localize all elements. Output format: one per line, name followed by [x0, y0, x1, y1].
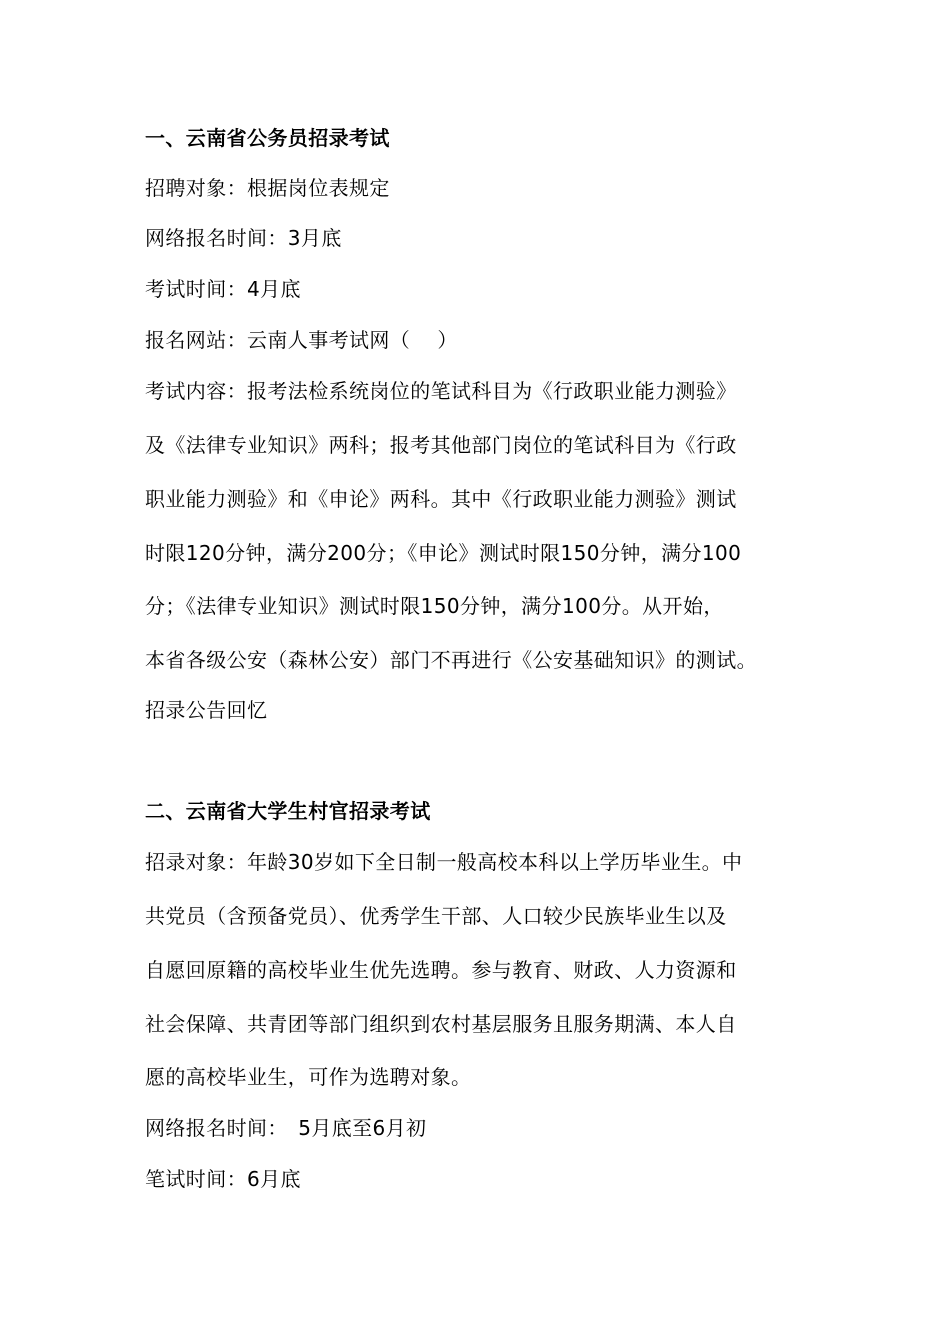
section1-notice-review: 招录公告回忆 — [145, 698, 268, 722]
section2-written-exam-time: 笔试时间：6月底 — [145, 1167, 301, 1191]
section1-online-reg-time: 网络报名时间：3月底 — [145, 226, 342, 250]
section2-target-line: 愿的高校毕业生，可作为选聘对象。 — [145, 1065, 472, 1089]
section1-exam-time: 考试时间：4月底 — [145, 277, 301, 301]
section2-target-line: 自愿回原籍的高校毕业生优先选聘。参与教育、财政、人力资源和 — [145, 958, 737, 982]
section2-target-line: 共党员（含预备党员）、优秀学生干部、人口较少民族毕业生以及 — [145, 904, 727, 928]
section2-target-line: 招录对象：年龄30岁如下全日制一般高校本科以上学历毕业生。中 — [145, 850, 743, 874]
section2-target-line: 社会保障、共青团等部门组织到农村基层服务且服务期满、本人自 — [145, 1012, 737, 1036]
section1-reg-site: 报名网站：云南人事考试网（ ） — [145, 328, 458, 352]
section1-content-line: 职业能力测验》和《申论》两科。其中《行政职业能力测验》测试 — [145, 487, 737, 511]
section1-content-line: 时限120分钟，满分200分；《申论》测试时限150分钟，满分100 — [145, 541, 742, 565]
section1-content-line: 及《法律专业知识》两科；报考其他部门岗位的笔试科目为《行政 — [145, 433, 737, 457]
section1-title: 一、云南省公务员招录考试 — [145, 126, 390, 150]
section2-online-reg-time: 网络报名时间： 5月底至6月初 — [145, 1116, 427, 1140]
section1-content-line: 考试内容：报考法检系统岗位的笔试科目为《行政职业能力测验》 — [145, 379, 737, 403]
section2-title: 二、云南省大学生村官招录考试 — [145, 799, 431, 823]
section1-content-line: 本省各级公安（森林公安）部门不再进行《公安基础知识》的测试。 — [145, 648, 757, 672]
section1-recruit-target: 招聘对象：根据岗位表规定 — [145, 176, 390, 200]
section1-content-line: 分；《法律专业知识》测试时限150分钟，满分100分。从开始， — [145, 594, 724, 618]
